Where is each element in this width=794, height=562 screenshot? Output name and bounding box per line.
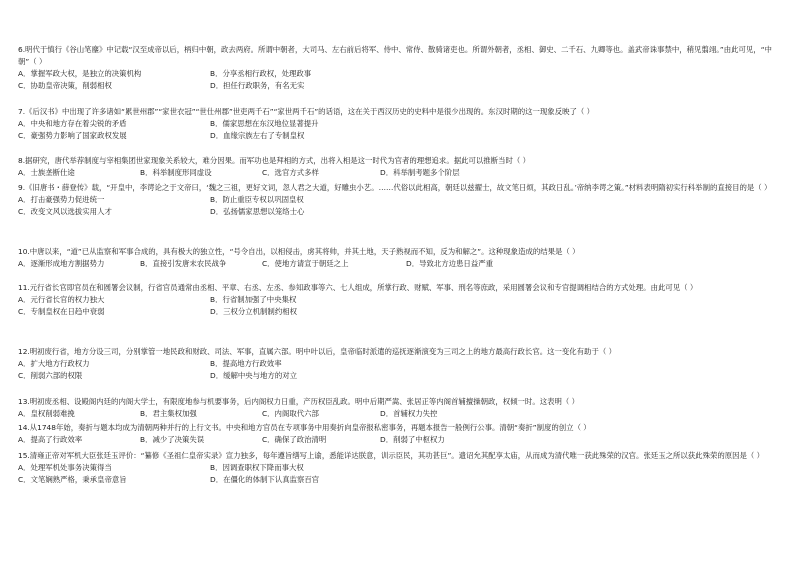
- option-b[interactable]: B．提高地方行政效率: [210, 359, 282, 368]
- question-6: [18, 44, 778, 92]
- options-row: [18, 68, 778, 80]
- option-c[interactable]: C．改变文风以选拔实用人才: [18, 207, 112, 216]
- question-stem: 15.清雍正帝对军机大臣张廷玉评价：“纂修《圣祖仁皇帝实录》宣力独多，每年遵旨缮写上谕，悉能详达朕意，训示臣民，其功甚巨”。遗诏允其配享太庙，从而成为清代唯一获此殊荣的汉官。张廷玉之所以获此殊荣的原因是（ ）: [18, 451, 765, 460]
- option-b[interactable]: B．君主集权加强: [140, 409, 197, 418]
- option-c[interactable]: C．选官方式多样: [262, 168, 319, 177]
- options-row: [18, 370, 778, 382]
- option-c[interactable]: C．协助皇帝决策，削弱相权: [18, 81, 112, 90]
- option-c[interactable]: C．削弱六部的权限: [18, 371, 83, 380]
- question-stem: 11.元行省长官即官员在和圆署会议制，行省官员通常由丞相、平章、右丞、左丞、参知政事等六、七人组成，所掌行政、财赋、军事、刑名等庶政，采用圆署会议和专官提调相结合的方式处理。由此可见（ ）: [18, 283, 698, 292]
- question-stem: 12.明初废行省，地方分设三司，分别掌管一地民政和财政、司法、军事，直属六部。明中叶以后，皇帝临时派遣的巡抚逐渐演变为三司之上的地方最高行政长官。这一变化有助于（ ）: [18, 347, 616, 356]
- options-row: [18, 130, 778, 142]
- option-b[interactable]: B．行省制加强了中央集权: [210, 295, 297, 304]
- option-d[interactable]: D．导致北方边患日益严重: [406, 259, 493, 268]
- options-row: [18, 306, 778, 318]
- option-a[interactable]: A．扩大地方行政权力: [18, 359, 90, 368]
- question-7: [18, 106, 778, 142]
- option-d[interactable]: D．首辅权力失控: [380, 409, 438, 418]
- options-row: [18, 258, 778, 270]
- options-row: [18, 462, 778, 474]
- option-b[interactable]: B．科举制度形同虚设: [140, 168, 212, 177]
- option-d[interactable]: D．在僵化的体制下认真监察百官: [210, 475, 320, 484]
- question-stem: 6.明代于慎行《谷山笔麈》中记载“汉至成帝以后，柄归中朝，政去两府。所谓中朝者，大司马、左右前后将军、侍中、常侍、散骑诸吏也。所谓外朝者，丞相、御史、二千石、九卿等也。盖武帝诛事禁中，稍见翦翊。”由此可见，“中朝”（ ）: [18, 45, 772, 66]
- options-row: [18, 434, 778, 446]
- question-10: [18, 246, 778, 270]
- options-row: [18, 80, 778, 92]
- option-d[interactable]: D．削弱了中枢权力: [380, 435, 445, 444]
- option-b[interactable]: B．分享丞相行政权，处理政事: [210, 69, 312, 78]
- options-row: [18, 206, 778, 218]
- question-stem: 7.《后汉书》中出现了许多诸如“累世州郡”“家世衣冠”“世仕州郡”世吏两千石”“家世两千石”的话语，这在关于西汉历史的史料中是很少出现的。东汉时期的这一现象反映了（ ）: [18, 107, 594, 116]
- option-a[interactable]: A．士族垄断仕途: [18, 168, 75, 177]
- option-d[interactable]: D．担任行政职务，有名无实: [210, 81, 305, 90]
- option-c[interactable]: C．文笔娴熟严格，秉承皇帝意旨: [18, 475, 127, 484]
- option-a[interactable]: A．中央和地方存在着尖锐的矛盾: [18, 119, 127, 128]
- options-row: [18, 408, 778, 420]
- options-row: [18, 358, 778, 370]
- option-c[interactable]: C．内阁取代六部: [262, 409, 319, 418]
- option-a[interactable]: A．皇权削弱难挽: [18, 409, 75, 418]
- option-a[interactable]: A．掌握军政大权，是独立的决策机构: [18, 69, 142, 78]
- question-12: [18, 346, 778, 382]
- options-row: [18, 194, 778, 206]
- option-b[interactable]: B．防止重臣专权以巩固皇权: [210, 195, 304, 204]
- question-stem: 13.明初废丞相、设殿阁内廷的内阁大学士，有限度地参与机要事务，后内阁权力日重，产历权臣乱政。明中后期严嵩、张居正等内阁首辅擅操朝政，权倾一时。这表明（ ）: [18, 397, 580, 406]
- question-stem: 10.中唐以来，“道”已从监察和军事合成的，具有极大的独立性，“号令自出，以相侵击，虏其将帅，并其土地，天子熟视而不知，反为和解之”。这种现象造成的结果是（ ）: [18, 247, 580, 256]
- option-c[interactable]: C．使地方请宣于朝廷之上: [262, 259, 349, 268]
- option-c[interactable]: C．确保了政治清明: [262, 435, 327, 444]
- options-row: [18, 294, 778, 306]
- option-b[interactable]: B．因调查职权下降而事大权: [210, 463, 304, 472]
- option-a[interactable]: A．处理军机处事务决策得当: [18, 463, 112, 472]
- options-row: [18, 118, 778, 130]
- options-row: [18, 167, 778, 179]
- question-14: [18, 422, 778, 446]
- question-8: [18, 155, 778, 179]
- question-9: [18, 182, 778, 218]
- question-stem: 9.《旧唐书・薛登传》载，“开皇中，李谔论之于文帝曰，‘魏之三祖，更好文词，忽人君之大道，好雕虫小艺。……代俗以此相高，朝廷以兹擢士，故文笔日烦，其政日乱。’帝纳李谔之策。”材料表明隋初实行科举制的直接目的是（ ）: [18, 183, 772, 192]
- option-b[interactable]: B．减少了决策失误: [140, 435, 205, 444]
- option-c[interactable]: C．豪强势力影响了国家政权发展: [18, 131, 127, 140]
- option-b[interactable]: B．直接引发唐末农民战争: [140, 259, 227, 268]
- options-row: [18, 474, 778, 486]
- option-d[interactable]: D．弘扬儒家思想以笼络士心: [210, 207, 305, 216]
- option-a[interactable]: A．元行省长官的权力独大: [18, 295, 105, 304]
- option-c[interactable]: C．专制皇权在日趋中衰弱: [18, 307, 105, 316]
- option-b[interactable]: B．儒家思想在东汉地位显著提升: [210, 119, 319, 128]
- option-d[interactable]: D．血缘宗族左右了专制皇权: [210, 131, 305, 140]
- option-a[interactable]: A．提高了行政效率: [18, 435, 83, 444]
- option-d[interactable]: D．缓解中央与地方的对立: [210, 371, 297, 380]
- question-11: [18, 282, 778, 318]
- question-stem: 14.从1748年始，奏折与题本均成为清朝两种并行的上行文书。中央和地方官员在专项事务中用奏折向皇帝报私密事务，再题本报告一般例行公事。清朝“奏折”制度的创立（ ）: [18, 423, 591, 432]
- option-a[interactable]: A．打击豪强势力促进统一: [18, 195, 105, 204]
- question-15: [18, 450, 778, 486]
- option-d[interactable]: D．三权分立机制制约相权: [210, 307, 297, 316]
- option-a[interactable]: A．逐渐形成地方割据势力: [18, 259, 105, 268]
- option-d[interactable]: D．科举制考题多个阶层: [380, 168, 460, 177]
- question-stem: 8.据研究，唐代举荐制度与宰相集团世家现象关系较大，难分因果。而军功也是拜相的方式，出将入相是这一时代为官者的理想追求。据此可以推断当时（ ）: [18, 156, 530, 165]
- question-13: [18, 396, 778, 420]
